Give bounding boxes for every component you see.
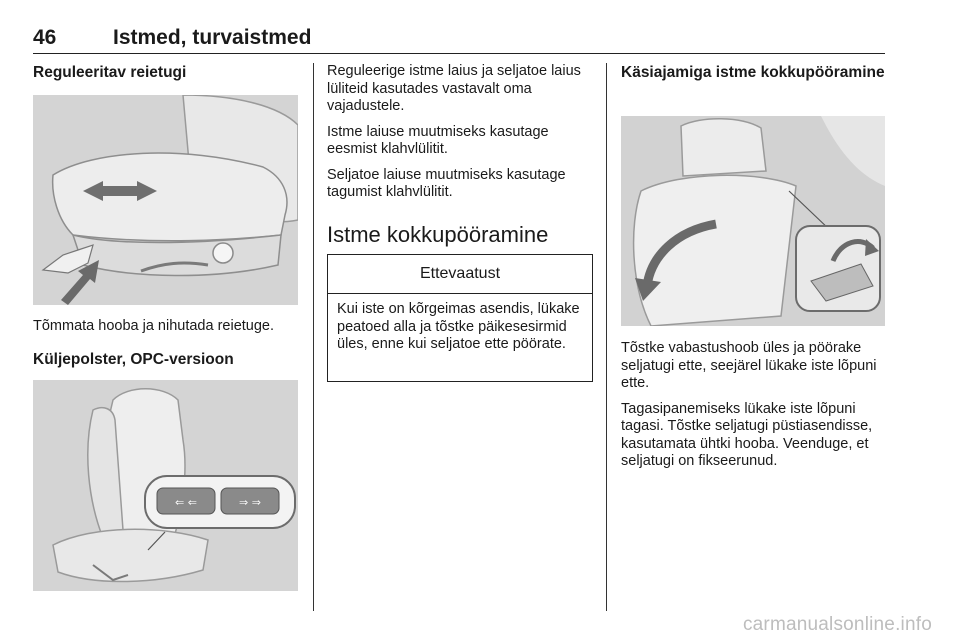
column-2 bbox=[327, 63, 593, 248]
header-rule bbox=[33, 53, 885, 54]
caption-thigh-support: Tõmmata hooba ja nihutada reietuge. bbox=[33, 318, 275, 334]
side-bolster-illustration bbox=[33, 380, 298, 591]
paragraph-adjust-width: Reguleerige istme laius ja seljatoe laius lüliteid kasutades vastavalt oma vajadustele. bbox=[327, 63, 581, 114]
paragraph-restore-seat: Tagasipanemiseks lükake iste lõpuni tagasi. Tõstke seljatugi püstiasendisse, kasutamata ühtki hooba. Veenduge, et seljatugi on fikseerunud. bbox=[621, 400, 873, 469]
thigh-support-illustration bbox=[33, 95, 298, 305]
caution-heading: Ettevaatust bbox=[328, 255, 592, 294]
paragraph-front-switch: Istme laiuse muutmiseks kasutage eesmist klahvlülitit. bbox=[327, 123, 549, 157]
heading-side-bolster-opc: Küljepolster, OPC-versioon bbox=[33, 350, 234, 368]
page-number: 46 bbox=[33, 26, 57, 49]
column-3 bbox=[621, 63, 887, 83]
svg-text:⇒ ⇒: ⇒ ⇒ bbox=[239, 496, 261, 509]
heading-manual-seat-folding: Käsiajamiga istme kokkupööramine bbox=[621, 64, 885, 81]
section-title-seat-folding: Istme kokkupööramine bbox=[327, 221, 549, 247]
paragraph-release-lever: Tõstke vabastushoob üles ja pöörake seljatugi ette, seejärel lükake iste lõpuni ette. bbox=[621, 340, 877, 391]
column-separator-2 bbox=[606, 63, 607, 611]
heading-adjustable-thigh-support: Reguleeritav reietugi bbox=[33, 64, 187, 81]
seat-folding-illustration bbox=[621, 116, 885, 326]
column-1 bbox=[33, 63, 301, 83]
caution-box bbox=[327, 254, 593, 382]
column-separator-1 bbox=[313, 63, 314, 611]
column-1-text bbox=[33, 318, 305, 370]
page-header bbox=[33, 22, 885, 52]
caution-text: Kui iste on kõrgeimas asendis, lükake peatoed alla ja tõstke päikesesirmid üles, enne kui seljatoe ette pöörate. bbox=[337, 301, 580, 352]
watermark: carmanualsonline.info bbox=[742, 614, 932, 635]
paragraph-rear-switch: Seljatoe laiuse muutmiseks kasutage tagumist klahvlülitit. bbox=[327, 166, 566, 200]
running-title: Istmed, turvaistmed bbox=[113, 26, 312, 49]
column-3-text bbox=[621, 340, 889, 471]
svg-text:⇐ ⇐: ⇐ ⇐ bbox=[175, 496, 197, 509]
